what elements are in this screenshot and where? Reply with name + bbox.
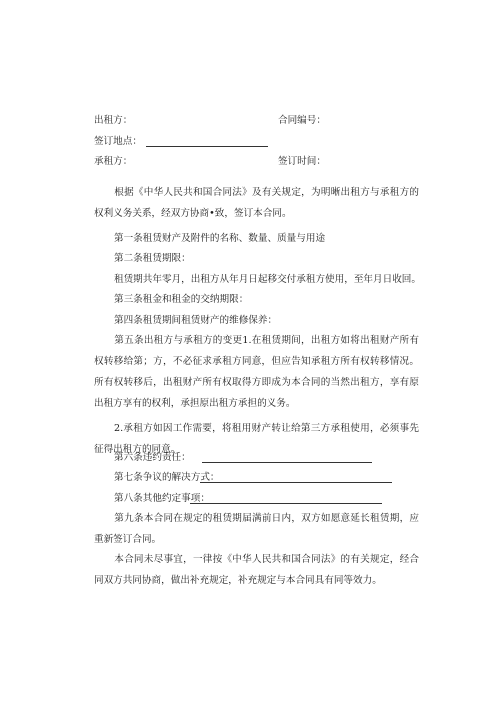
lessor-label: 出租方：: [94, 115, 133, 126]
article-1: 第一条租赁财产及附件的名称、数量、质量与用途: [114, 233, 326, 244]
lessee-label: 承租方：: [94, 156, 133, 167]
article-9-paragraph: [94, 508, 419, 550]
sign-place-blank[interactable]: [146, 146, 268, 147]
article-8: 第八条其他约定事项：: [114, 493, 210, 504]
article-9-text: 第九条本合同在规定的租赁期届满前日内，双方如愿意延长租赁期，应重新签订合同。: [94, 513, 419, 545]
intro-text: 根据《中华人民共和国合同法》及有关规定，为明晰出租方与承租方的权利义务关系，经双方协商•致，签订本合同。: [94, 187, 419, 219]
article-6: 第六条违约责任：: [114, 452, 191, 463]
sign-place-label: 签订地点：: [94, 136, 142, 147]
article-2-text: 租赁期共年零月，出租方从年月日起移交付承租方使用，至年月日收回。: [114, 274, 421, 285]
contract-number-label: 合同编号：: [278, 115, 326, 126]
closing-paragraph: [94, 549, 419, 591]
article-5-2-text: 2.承租方如因工作需要，将租用财产转让给第三方承租使用，必须事先征得出租方的同意。: [94, 423, 419, 455]
article-8-blank[interactable]: [190, 503, 382, 504]
article-5-paragraph: [94, 330, 419, 414]
closing-text: 本合同未尽事宜，一律按《中华人民共和国合同法》的有关规定，经合同双方共同协商，做出补充规定，补充规定与本合同具有同等效力。: [94, 554, 419, 586]
article-3: 第三条租金和租金的交纳期限：: [114, 294, 249, 305]
article-2: 第二条租赁期限：: [114, 253, 191, 264]
article-6-blank[interactable]: [202, 462, 372, 463]
article-4: 第四条租赁期间租赁财产的维修保养：: [114, 315, 278, 326]
sign-time-label: 签订时间：: [278, 156, 326, 167]
article-7-blank[interactable]: [200, 482, 392, 483]
intro-paragraph: [94, 182, 419, 224]
article-5-text: 第五条出租方与承租方的变更1.在租赁期间，出租方如将出租财产所有权转移给第；方，不必征求承租方同意，但应告知承租方所有权转移情况。所有权转移后，出租财产所有权取得方即成为本合同的当然出租方，享有原出租方享有的权利，承担原出租方承担的义务。: [94, 335, 419, 409]
article-7: 第七条争议的解决方式：: [114, 472, 220, 483]
